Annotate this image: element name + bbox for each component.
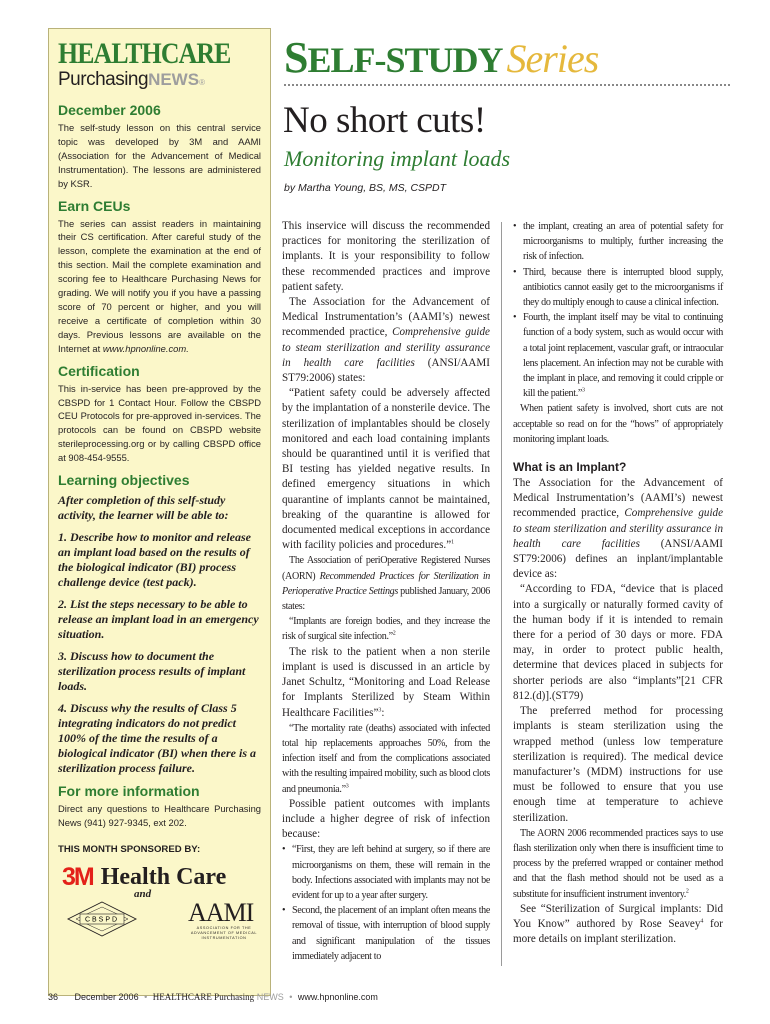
text-run: The AORN 2006 recommended practices says to use flash sterilization only when there is insufficient time to process by the preferred wrapped or container method and that the flash method should not be used as a substitute for insufficient instrument inventory. — [513, 827, 723, 900]
paragraph — [513, 902, 723, 948]
sponsor-and: and — [134, 887, 152, 900]
paragraph: The preferred method for processing implants is steam sterilization using the wrapped method (unless low temperature sterilization is required). The medical device manufacturer’s (MDM) instructions for use must be followed to ensure that you use enough time at temperature to achieve sterilization. — [513, 705, 723, 824]
footnote-ref: 3 — [378, 706, 382, 713]
logo-healthcare: HEALTHCARE — [58, 37, 231, 70]
page-footer — [48, 991, 378, 1003]
footnote-ref: 2 — [685, 888, 689, 895]
paragraph — [282, 721, 490, 797]
paragraph — [282, 386, 490, 553]
text-run: The Association for the Advancement of Medical Instrumentation’s (AAMI’s) newest recommended practice, — [513, 477, 723, 520]
paragraph — [513, 826, 723, 902]
paragraph — [282, 553, 490, 614]
logo-registered: ® — [199, 78, 205, 87]
list-item: • Third, because there is interrupted blood supply, antibiotics cannot easily get to the microorganisms if they do multiply enough to cause a clinical infection. — [513, 265, 723, 311]
objective-item: 3. Discuss how to document the sterilization process results of implant loads. — [58, 649, 246, 694]
list-item — [513, 310, 723, 401]
footer-separator: • — [289, 992, 293, 1002]
section-heading: What is an Implant? — [513, 460, 627, 475]
footnote-ref: 2 — [392, 631, 396, 638]
more-info-heading: For more information — [58, 783, 200, 800]
intro-text: The self-study lesson on this central service topic was developed by 3M and AAMI (Association for the Advancement of Medical Instrumentation). The lessons are administered by KSR. — [58, 122, 261, 189]
logo-purchasing-news — [58, 70, 261, 93]
paragraph — [282, 614, 490, 644]
more-info-text: Direct any questions to Healthcare Purchasing News (941) 927-9345, ext 202. — [58, 803, 261, 828]
sponsor-3m-logo — [62, 864, 261, 890]
objective-item: 1. Describe how to monitor and release an implant load based on the results of the biological indicator (BI) process challenge device (test pack). — [58, 530, 252, 590]
health-care-wordmark: Health Care — [100, 863, 227, 890]
3m-logo-mark: 3M — [62, 862, 93, 891]
text-run: The Association for the Advancement of Medical Instrumentation’s (AAMI’s) newest recommended practice, — [282, 296, 490, 339]
objective-item: 4. Discuss why the results of Class 5 integrating indicators do not predict 100% of the time the results of a biological indicator (BI) when there is a sterilization process failure. — [58, 701, 257, 776]
aami-logo — [188, 897, 260, 941]
byline: by Martha Young, BS, MS, CSPDT — [284, 182, 447, 194]
text-run: published January, 2006 states: — [282, 585, 490, 613]
footer-separator: • — [144, 992, 148, 1002]
paragraph — [282, 645, 490, 721]
cbspd-label: CBSPD — [84, 916, 120, 924]
hpnonline-link[interactable]: www.hpnonline.com. — [102, 342, 189, 354]
footnote-ref: 3 — [582, 387, 585, 394]
citation-title: Comprehensive guide to steam sterilization and sterility assurance in health care facilities — [513, 507, 723, 550]
footnote-ref: 4 — [700, 918, 704, 925]
article-column-1 — [282, 219, 490, 964]
series-word: Series — [506, 36, 599, 81]
bullet-list — [282, 842, 490, 964]
text-run: “The mortality rate (deaths) associated with infected total hip replacements approaches 50%, from the infection itself and from the complications associated with the resulting impaired mobility, such as blood clots and pneumonia.” — [282, 722, 490, 795]
bullet-list — [513, 219, 723, 401]
logo-news: NEWS — [148, 70, 200, 89]
citation-title: Recommended Practices for Sterilization in Perioperative Practice Settings — [282, 570, 490, 597]
objectives-heading: Learning objectives — [58, 472, 190, 489]
sidebar — [48, 28, 271, 996]
footer-brand: HEALTHCARE Purchasing — [152, 992, 255, 1002]
objectives-intro: After completion of this self-study activity, the learner will be able to: — [58, 493, 229, 523]
footnote-ref: 1 — [451, 539, 455, 546]
partner-logos — [64, 897, 261, 941]
paragraph — [282, 295, 490, 386]
issue-date: December 2006 — [58, 102, 161, 118]
text-run: See “Sterilization of Surgical implants: Did You Know” authored by Rose Seavey — [513, 902, 723, 930]
ceu-heading: Earn CEUs — [58, 197, 131, 214]
list-item: • Second, the placement of an implant often means the removal of tissue, with interruption of blood supply and significant manipulation of the tissues immediately adjacent to — [282, 903, 490, 964]
footer-url[interactable]: www.hpnonline.com — [297, 992, 378, 1002]
list-item: • “First, they are left behind at surgery, so if there are microorganisms on them, these will remain in the body. Infections associated with implants may not be evident for up to a year after surgery. — [282, 842, 490, 903]
certification-heading: Certification — [58, 362, 140, 379]
text-run: for more details on implant sterilization. — [513, 917, 723, 946]
paragraph: Possible patient outcomes with implants include a higher degree of risk of infection because: — [282, 797, 490, 841]
article-subtitle: Monitoring implant loads — [284, 146, 511, 171]
citation-title: Comprehensive guide to steam sterilization and sterility assurance in health care facilities — [282, 326, 490, 369]
text-run: “Implants are foreign bodies, and they increase the risk of surgical site infection.” — [282, 616, 490, 643]
text-run: : — [381, 706, 385, 719]
logo-purchasing: Purchasing — [58, 69, 149, 90]
column-divider — [501, 222, 502, 966]
footer-date: December 2006 — [74, 992, 139, 1002]
text-run: The risk to the patient when a non sterile implant is used is discussed in an article by Janet Schultz, “Monitoring and Load Release for Implants Sterilized by Steam Within Healthcare Facilities” — [282, 645, 490, 719]
footnote-ref: 3 — [345, 783, 349, 790]
ceu-body: The series can assist readers in maintaining their CS certification. After careful study of the lesson, complete the examination at the end of this section. Mail the complete examination and scoring fee to Healthcare Purchasing News for grading. We will notify you if you have a passing score of 70 percent or higher, and you will receive a certificate of completion within 30 days. Previous lessons are available on the Internet at — [58, 217, 261, 354]
text-run: (ANSI/AAMI ST79:2006) defines an inplant/implantable device as: — [513, 537, 723, 581]
self-study-wordmark — [284, 33, 503, 82]
dotted-divider — [284, 84, 730, 86]
objective-item: 2. List the steps necessary to be able to release an implant load in an emergency situation. — [58, 597, 259, 642]
article-title: No short cuts! — [283, 100, 486, 141]
sponsor-label: THIS MONTH SPONSORED BY: — [58, 843, 201, 855]
aami-subtitle: ASSOCIATION FOR THE ADVANCEMENT OF MEDICAL INSTRUMENTATION — [190, 925, 258, 940]
aami-wordmark: AAMI — [188, 897, 254, 927]
page-number: 36 — [48, 992, 59, 1002]
text-run: (ANSI/AAMI ST79:2006) states: — [282, 356, 490, 385]
ceu-text — [58, 217, 261, 356]
paragraph — [513, 476, 723, 582]
self-study-rest: ELF-STUDY — [307, 40, 503, 80]
certification-text: This in-service has been pre-approved by the CBSPD for 1 Contact Hour. Follow the CBSPD CEU Protocols for pre-approved in-services. The protocols can be found on CBSPD website sterileprocessing.org or by calling CBSPD office at 908-454-9555. — [58, 382, 261, 464]
footer-brand-news: NEWS — [256, 992, 284, 1002]
text-run: The Association of periOperative Registered Nurses (AORN) — [282, 555, 490, 582]
paragraph: This inservice will discuss the recommended practices for monitoring the sterilization of implants. It is your responsibility to follow these recommended practices and improve patient safety. — [282, 220, 490, 293]
text-run: “Patient safety could be adversely affected by the implantation of a nonsterile device. The sterilization of implantables should be closely monitored and each load containing implants should be quarantined until it is verified that BI testing has yielded negative results. In defined emergency situations in which quarantine of implants cannot be maintained, breaking of the quarantine is allowed for documented medical exceptions in accordance with facility policies and procedures.” — [282, 387, 490, 552]
text-run: Fourth, the implant itself may be vital to continuing function of a body system, such as would occur with a total joint replacement, vascular graft, or intraocular lens placement. An infection may not be curable with the implant in place, and removing it could cripple or kill the patient.” — [523, 312, 723, 400]
paragraph: When patient safety is involved, short cuts are not acceptable so read on for the “hows” of appropriately monitoring implant loads. — [513, 403, 723, 445]
article-column-2 — [513, 219, 723, 947]
self-study-initial: S — [284, 33, 308, 82]
cbspd-logo — [64, 900, 140, 938]
paragraph: “According to FDA, “device that is placed into a surgically or naturally formed cavity of the human body if it is intended to remain there for a period of 30 days or more. FDA may, in order to protect public health, determine that devices placed in subjects for shorter periods are also “implants”[21 CFR 812.(d)].(ST79) — [513, 583, 723, 702]
list-item-continued: • the implant, creating an area of potential safety for microorganisms to multiply, further increasing the risk of infection. — [513, 219, 723, 265]
